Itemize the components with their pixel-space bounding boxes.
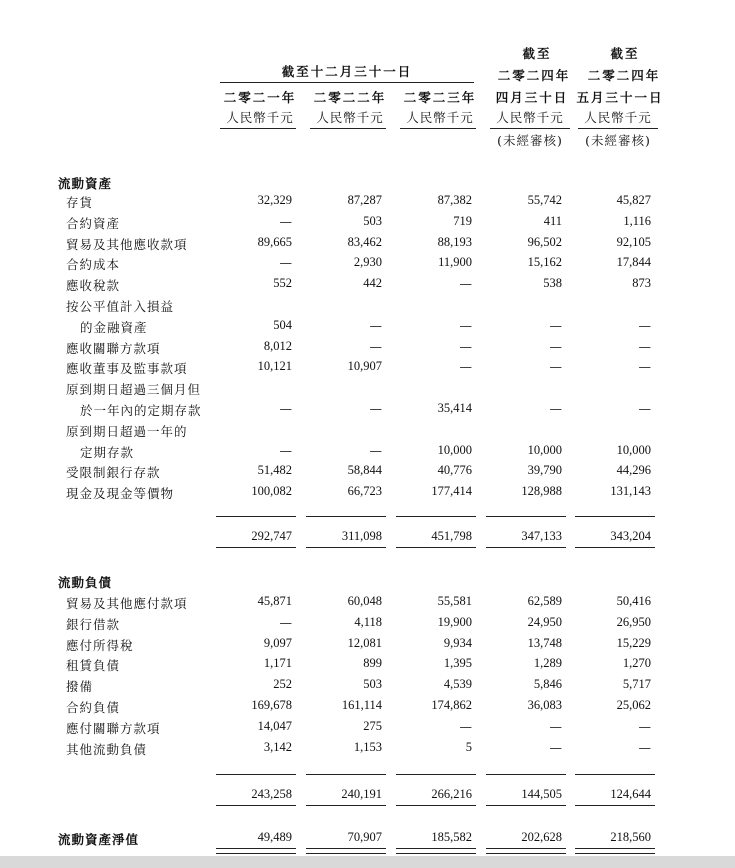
col3-year: 二零二三年 [403,90,477,105]
total-value-col4: 347,133 [521,529,562,543]
row-value-col1: — [279,443,292,458]
row-value-col3: 719 [453,214,472,228]
row-value-col2: — [369,401,382,416]
row-value-col5: 873 [632,276,651,290]
row-label: 應付關聯方款項 [66,721,161,736]
row-value-col2: 275 [363,719,382,733]
row-label: 應收稅款 [66,278,121,293]
row-label: 合約成本 [66,257,121,272]
row-value-col5: — [638,339,651,354]
col4-year: 四月三十日 [495,90,569,105]
row-value-col3: 40,776 [437,463,472,477]
row-value-col4: 55,742 [527,193,562,207]
row-value-col1: 169,678 [251,698,292,712]
row-value-col4: — [549,318,562,333]
row-value-col5: 10,000 [616,443,651,457]
row-label: 應付所得稅 [66,638,134,653]
row-label: 應收董事及監事款項 [66,361,188,376]
row-value-col4: — [549,740,562,755]
liab-total-underline-col2 [306,805,386,806]
row-value-col2: — [369,318,382,333]
row-value-col1: — [279,401,292,416]
row-value-col3: 19,900 [437,615,472,629]
row-value-col3: 55,581 [437,594,472,608]
col2-year: 二零二二年 [313,90,387,105]
row-value-col3: — [459,318,472,333]
row-label: 存貨 [66,195,94,210]
row-label: 於一年內的定期存款 [80,403,202,418]
col3-unit: 人民幣千元 [406,110,474,125]
row-value-col1: 32,329 [257,193,292,207]
net-current-assets-label: 流動資產淨值 [58,832,140,847]
page-bottom-band [0,856,735,868]
row-value-col2: 442 [363,276,382,290]
row-value-col4: — [549,339,562,354]
row-value-col4: 24,950 [527,615,562,629]
period-group-rule [220,82,474,83]
row-value-col1: — [279,214,292,229]
total-rule-col3 [396,774,476,775]
row-value-col5: 17,844 [616,255,651,269]
row-value-col5: — [638,719,651,734]
row-label: 貿易及其他應付款項 [66,596,188,611]
row-value-col3: 11,900 [438,255,472,269]
net-double-underline-col5 [575,848,655,854]
col3-header-rule [400,128,476,129]
row-value-col2: 161,114 [341,698,382,712]
col1-header-rule [220,128,296,129]
row-value-col5: 45,827 [616,193,651,207]
total-value-col5: 343,204 [610,529,651,543]
total-rule-col4 [486,516,566,517]
row-label: 其他流動負債 [66,742,148,757]
row-value-col1: 252 [273,677,292,691]
row-value-col2: 503 [363,214,382,228]
row-value-col5: 92,105 [616,235,651,249]
net-double-underline-col1 [216,848,296,854]
row-value-col1: 14,047 [257,719,292,733]
assets-total-underline-col3 [396,547,476,548]
total-value-col2: 311,098 [341,529,382,543]
total-rule-col2 [306,774,386,775]
liab-total-underline-col4 [486,805,566,806]
assets-total-underline-col5 [575,547,655,548]
row-value-col4: — [549,401,562,416]
row-value-col1: 1,171 [263,656,292,670]
net-double-underline-col3 [396,848,476,854]
total-rule-col1 [216,774,296,775]
col4-header-line2: 二零二四年 [497,68,571,83]
total-rule-col1 [216,516,296,517]
period-group-header: 截至十二月三十一日 [281,64,413,79]
total-value-col4: 144,505 [521,787,562,801]
net-value-col5: 218,560 [610,830,651,844]
row-value-col4: 128,988 [521,484,562,498]
liab-total-underline-col5 [575,805,655,806]
col5-unaudited-note: (未經審核) [585,133,651,148]
col4-header-rule [490,128,570,129]
col1-unit: 人民幣千元 [226,110,294,125]
liab-total-underline-col1 [216,805,296,806]
row-value-col5: — [638,359,651,374]
col5-header-rule [578,128,658,129]
col2-unit: 人民幣千元 [316,110,384,125]
row-value-col1: — [279,255,292,270]
total-rule-col5 [575,774,655,775]
row-label: 銀行借款 [66,617,121,632]
row-value-col4: 10,000 [527,443,562,457]
row-value-col2: 83,462 [347,235,382,249]
row-value-col3: — [459,339,472,354]
col5-header-line1: 截至 [610,46,640,61]
row-value-col2: 66,723 [347,484,382,498]
row-value-col2: 87,287 [347,193,382,207]
row-value-col3: — [459,719,472,734]
row-value-col3: 5 [465,740,472,754]
row-label: 貿易及其他應收款項 [66,237,188,252]
row-value-col1: 552 [273,276,292,290]
row-label: 合約負債 [66,700,121,715]
row-value-col4: 538 [543,276,562,290]
row-value-col4: 1,289 [533,656,562,670]
row-value-col1: 89,665 [257,235,292,249]
row-value-col2: 4,118 [354,615,382,629]
row-value-col4: 411 [543,214,562,228]
total-value-col5: 124,644 [610,787,651,801]
row-value-col2: 10,907 [347,359,382,373]
row-value-col4: 5,846 [533,677,562,691]
net-value-col4: 202,628 [521,830,562,844]
row-value-col5: 1,270 [622,656,651,670]
row-value-col3: 35,414 [437,401,472,415]
row-value-col4: 39,790 [527,463,562,477]
row-label: 應收關聯方款項 [66,341,161,356]
row-value-col3: 1,395 [443,656,472,670]
row-value-col1: 45,871 [257,594,292,608]
row-value-col2: 899 [363,656,382,670]
row-label: 按公平值計入損益 [66,299,175,314]
liab-total-underline-col3 [396,805,476,806]
row-value-col2: 503 [363,677,382,691]
row-value-col2: — [369,339,382,354]
row-value-col3: 10,000 [437,443,472,457]
col4-unit: 人民幣千元 [496,110,564,125]
row-value-col2: — [369,443,382,458]
row-value-col5: 44,296 [616,463,651,477]
row-value-col1: 504 [273,318,292,332]
row-value-col1: 10,121 [257,359,292,373]
row-value-col5: 50,416 [616,594,651,608]
row-value-col3: — [459,359,472,374]
total-value-col1: 243,258 [251,787,292,801]
row-value-col4: 62,589 [527,594,562,608]
current-assets-title: 流動資產 [58,176,113,191]
assets-total-underline-col2 [306,547,386,548]
row-value-col5: 1,116 [623,214,651,228]
row-value-col1: 100,082 [251,484,292,498]
total-rule-col2 [306,516,386,517]
assets-total-underline-col1 [216,547,296,548]
row-value-col5: — [638,740,651,755]
net-value-col3: 185,582 [431,830,472,844]
total-value-col2: 240,191 [341,787,382,801]
row-value-col4: — [549,359,562,374]
row-value-col3: — [459,276,472,291]
row-value-col1: 9,097 [263,636,292,650]
row-value-col4: 96,502 [527,235,562,249]
row-value-col2: 12,081 [347,636,382,650]
row-value-col2: 58,844 [347,463,382,477]
row-value-col3: 4,539 [443,677,472,691]
row-label: 撥備 [66,679,94,694]
row-label: 現金及現金等價物 [66,486,175,501]
row-value-col5: 131,143 [610,484,651,498]
col2-header-rule [310,128,386,129]
row-value-col3: 174,862 [431,698,472,712]
net-double-underline-col4 [486,848,566,854]
row-value-col4: 13,748 [527,636,562,650]
row-value-col5: — [638,401,651,416]
row-label: 合約資產 [66,216,121,231]
row-value-col5: — [638,318,651,333]
row-value-col5: 25,062 [616,698,651,712]
assets-total-underline-col4 [486,547,566,548]
total-rule-col4 [486,774,566,775]
row-value-col3: 9,934 [443,636,472,650]
row-value-col1: 3,142 [263,740,292,754]
col5-year: 五月三十一日 [576,90,664,105]
total-value-col3: 266,216 [431,787,472,801]
row-value-col2: 60,048 [347,594,382,608]
row-value-col5: 5,717 [622,677,651,691]
col4-unaudited-note: (未經審核) [497,133,563,148]
col4-header-line1: 截至 [522,46,552,61]
row-value-col1: — [279,615,292,630]
total-rule-col5 [575,516,655,517]
col1-year: 二零二一年 [223,90,297,105]
col5-header-line2: 二零二四年 [587,68,661,83]
net-double-underline-col2 [306,848,386,854]
row-value-col2: 2,930 [353,255,382,269]
row-value-col4: — [549,719,562,734]
row-value-col3: 88,193 [437,235,472,249]
row-value-col5: 15,229 [616,636,651,650]
row-value-col4: 15,162 [527,255,562,269]
row-label: 的金融資產 [80,320,148,335]
row-label: 受限制銀行存款 [66,465,161,480]
total-rule-col3 [396,516,476,517]
total-value-col1: 292,747 [251,529,292,543]
row-label: 原到期日超過一年的 [66,424,188,439]
total-value-col3: 451,798 [431,529,472,543]
row-value-col3: 177,414 [431,484,472,498]
row-value-col5: 26,950 [616,615,651,629]
row-value-col4: 36,083 [527,698,562,712]
current-liabilities-title: 流動負債 [58,575,113,590]
row-label: 定期存款 [80,445,135,460]
row-value-col2: 1,153 [353,740,382,754]
row-value-col1: 8,012 [263,339,292,353]
net-value-col2: 70,907 [347,830,382,844]
col5-unit: 人民幣千元 [584,110,652,125]
row-label: 原到期日超過三個月但 [66,382,202,397]
row-value-col1: 51,482 [257,463,292,477]
row-value-col3: 87,382 [437,193,472,207]
net-value-col1: 49,489 [257,830,292,844]
row-label: 租賃負債 [66,658,121,673]
